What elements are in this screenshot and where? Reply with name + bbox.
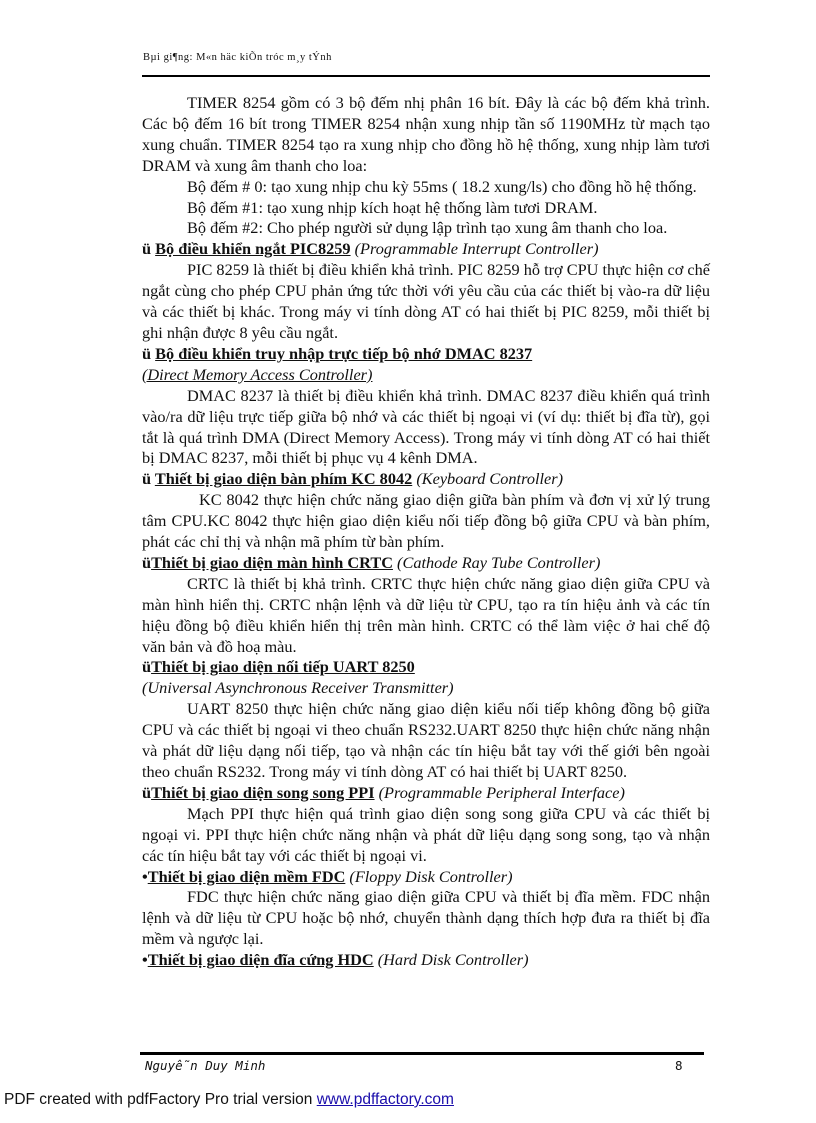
section-subtitle-uart <box>142 678 710 699</box>
heading-subtitle: (Programmable Interrupt Controller) <box>350 239 599 259</box>
section-heading-ppi <box>142 783 710 804</box>
check-bullet-icon: ü <box>142 782 152 802</box>
heading-subtitle: (Floppy Disk Controller) <box>345 866 513 886</box>
section-subtitle-dmac <box>142 365 710 386</box>
section-heading-fdc <box>142 867 710 888</box>
check-bullet-icon: ü <box>142 552 152 572</box>
heading-title: Thiết bị giao diện đĩa cứng HDC <box>147 950 374 970</box>
section-heading-kc <box>142 469 710 490</box>
section-heading-uart <box>142 657 710 678</box>
footer-author: Nguyễn Duy Minh <box>145 1058 266 1073</box>
heading-title: Thiết bị giao diện bàn phím KC 8042 <box>154 469 413 489</box>
check-bullet-icon: ü <box>142 657 152 677</box>
section-heading-pic <box>142 239 710 260</box>
intro-paragraph: TIMER 8254 gồm có 3 bộ đếm nhị phân 16 bít. Đây là các bộ đếm khả trình. Các bộ đếm 16 bít trong TIMER 8254 nhận xung nhịp tần số 1190MHz từ mạch tạo xung chuẩn. TIMER 8254 tạo ra xung nhịp cho đồng hồ hệ thống, xung nhịp làm tươi DRAM và xung âm thanh cho loa: <box>142 93 710 175</box>
header-rule <box>142 75 710 77</box>
heading-subtitle: (Hard Disk Controller) <box>373 950 529 970</box>
check-bullet-icon: ü <box>142 469 155 489</box>
watermark-text: PDF created with pdfFactory Pro trial version <box>4 1091 317 1108</box>
section-heading-dmac <box>142 344 710 365</box>
check-bullet-icon: ü <box>142 343 156 363</box>
running-header: Bµi gi¶ng: M«n häc kiÕn tróc m¸y tÝnh <box>143 52 332 63</box>
heading-subtitle: (Universal Asynchronous Receiver Transmitter) <box>142 678 454 698</box>
section-body-uart: UART 8250 thực hiện chức năng giao diện kiểu nối tiếp không đồng bộ giữa CPU và các thiết bị ngoại vi theo chuẩn RS232.UART 8250 thực hiện chức năng nhận và phát dữ liệu dạng nối tiếp, tạo và nhận các tín hiệu bắt tay với thế giới bên ngoài theo chuẩn RS232. Trong máy vi tính dòng AT có hai thiết bị UART 8250. <box>142 699 710 781</box>
heading-subtitle: (Keyboard Controller) <box>412 469 563 489</box>
heading-title: Bộ điều khiển truy nhập trực tiếp bộ nhớ DMAC 8237 <box>155 343 533 363</box>
section-body-dmac: DMAC 8237 là thiết bị điều khiển khả trình. DMAC 8237 điều khiển quá trình vào/ra dữ liệu trực tiếp giữa bộ nhớ và các thiết bị ngoại vi (ví dụ: thiết bị đĩa từ), gọi tắt là quá trình DMA (Direct Memory Access). Trong máy vi tính dòng AT có hai thiết bị DMAC 8237, mỗi thiết bị phục vụ 4 kênh DMA. <box>142 385 710 468</box>
heading-title: Thiết bị giao diện mềm FDC <box>147 866 346 886</box>
heading-subtitle: (Programmable Peripheral Interface) <box>374 782 625 802</box>
page-number: 8 <box>675 1058 683 1073</box>
section-body-kc: KC 8042 thực hiện chức năng giao diện giữa bàn phím và đơn vị xử lý trung tâm CPU.KC 8042 thực hiện giao diện kiểu nối tiếp đồng bộ giữa CPU và bàn phím, phát các chỉ thị và nhận mã phím từ bàn phím. <box>142 490 710 552</box>
counter-0-item: Bộ đếm # 0: tạo xung nhịp chu kỳ 55ms ( 18.2 xung/ls) cho đồng hồ hệ thống. <box>187 176 697 196</box>
heading-title: Thiết bị giao diện nối tiếp UART 8250 <box>151 657 415 677</box>
section-body-pic: PIC 8259 là thiết bị điều khiển khả trình. PIC 8259 hỗ trợ CPU thực hiện cơ chế ngắt cùng cho phép CPU phản ứng tức thời với yêu cầu của các thiết bị vào-ra dữ liệu và các thiết bị khác. Trong máy vi tính dòng AT có hai thiết bị PIC 8259, mỗi thiết bị ghi nhận được 8 yêu cầu ngắt. <box>142 260 710 342</box>
section-heading-hdc <box>142 950 710 971</box>
section-heading-crtc <box>142 553 710 574</box>
heading-title: Thiết bị giao diện song song PPI <box>151 782 375 802</box>
heading-subtitle: (Direct Memory Access Controller) <box>142 364 373 384</box>
counter-1-item: Bộ đếm #1: tạo xung nhịp kích hoạt hệ thống làm tươi DRAM. <box>187 197 598 217</box>
pdf-watermark <box>4 1091 454 1109</box>
heading-subtitle: (Cathode Ray Tube Controller) <box>392 552 601 572</box>
page-body <box>142 93 710 971</box>
watermark-link[interactable]: www.pdffactory.com <box>316 1091 454 1108</box>
dot-bullet-icon: • <box>142 950 148 970</box>
heading-title: Thiết bị giao diện màn hình CRTC <box>151 552 393 572</box>
counter-2-item: Bộ đếm #2: Cho phép người sử dụng lập trình tạo xung âm thanh cho loa. <box>187 218 668 238</box>
section-body-crtc: CRTC là thiết bị khả trình. CRTC thực hiện chức năng giao diện giữa CPU và màn hình hiển thị. CRTC nhận lệnh và dữ liệu từ CPU, tạo ra tín hiệu ảnh và các tín hiệu đồng bộ điều khiển hiển thị trên màn hình. CRTC có thể làm việc ở hai chế độ văn bản và đồ hoạ màu. <box>142 573 710 656</box>
check-bullet-icon: ü <box>142 239 156 259</box>
section-body-fdc: FDC thực hiện chức năng giao diện giữa CPU và thiết bị đĩa mềm. FDC nhận lệnh và dữ liệu từ CPU hoặc bộ nhớ, chuyển thành dạng thích hợp đưa ra thiết bị đĩa mềm và ngược lại. <box>142 887 710 949</box>
section-body-ppi: Mạch PPI thực hiện quá trình giao diện song song giữa CPU và các thiết bị ngoại vi. PPI thực hiện chức năng nhận và phát dữ liệu dạng song song, tạo và nhận các tín hiệu bắt tay với các thiết bị ngoại vi. <box>142 803 710 865</box>
dot-bullet-icon: • <box>142 866 148 886</box>
footer-rule <box>140 1052 704 1055</box>
heading-title: Bộ điều khiển ngắt PIC8259 <box>155 239 351 259</box>
